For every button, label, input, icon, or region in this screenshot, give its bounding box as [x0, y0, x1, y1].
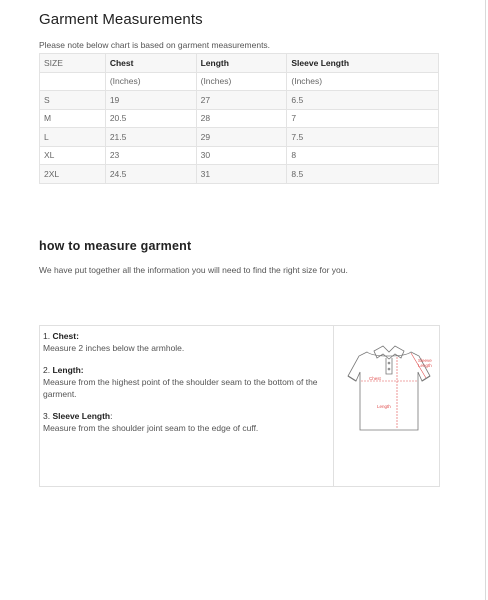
size-table	[39, 53, 439, 184]
header-length: Length	[196, 54, 287, 73]
chest-label: Chest	[369, 376, 381, 381]
shirt-diagram	[334, 326, 439, 486]
header-chest: Chest	[105, 54, 196, 73]
table-cell: 21.5	[105, 128, 196, 147]
step-chest: 1. Chest: Measure 2 inches below the armhole.	[43, 330, 328, 354]
table-row	[40, 91, 439, 110]
step-name: Sleeve Length	[52, 411, 111, 421]
table-row	[40, 146, 439, 165]
table-cell: 7	[287, 109, 439, 128]
step-text: Measure from the highest point of the shoulder seam to the bottom of the garment.	[43, 377, 318, 399]
table-cell: 23	[105, 146, 196, 165]
table-row	[40, 128, 439, 147]
table-cell: 7.5	[287, 128, 439, 147]
table-cell: 20.5	[105, 109, 196, 128]
units-sleeve-length: (Inches)	[287, 72, 439, 91]
table-row	[40, 109, 439, 128]
table-cell: M	[40, 109, 106, 128]
sleeve-length-label-2: Length	[418, 363, 432, 368]
step-sleeve-length: 3. Sleeve Length: Measure from the shoulder joint seam to the edge of cuff.	[43, 410, 328, 434]
table-row	[40, 165, 439, 184]
step-number: 3.	[43, 411, 51, 421]
page-edge-line	[485, 0, 486, 600]
step-text: Measure 2 inches below the armhole.	[43, 343, 185, 353]
sleeve-length-label: Sleeve	[418, 358, 432, 363]
table-cell: 30	[196, 146, 287, 165]
table-cell: XL	[40, 146, 106, 165]
table-cell: 24.5	[105, 165, 196, 184]
how-to-intro: We have put together all the information you will need to find the right size for you.	[39, 265, 348, 275]
table-cell: 6.5	[287, 91, 439, 110]
step-name: Length	[52, 365, 81, 375]
table-cell: 2XL	[40, 165, 106, 184]
step-number: 2.	[43, 365, 51, 375]
step-text: Measure from the shoulder joint seam to the edge of cuff.	[43, 423, 259, 433]
table-cell: L	[40, 128, 106, 147]
table-cell: 19	[105, 91, 196, 110]
polo-shirt-icon	[334, 326, 439, 486]
header-sleeve-length: Sleeve Length	[287, 54, 439, 73]
how-to-heading: how to measure garment	[39, 239, 192, 253]
measure-guide-box	[39, 325, 440, 487]
measure-steps	[40, 326, 334, 486]
table-units-row	[40, 72, 439, 91]
table-cell: 8	[287, 146, 439, 165]
step-name: Chest	[52, 331, 77, 341]
table-cell: 28	[196, 109, 287, 128]
units-length: (Inches)	[196, 72, 287, 91]
table-cell: 29	[196, 128, 287, 147]
chart-note: Please note below chart is based on garment measurements.	[39, 40, 271, 50]
units-size	[40, 72, 106, 91]
table-header-row	[40, 54, 439, 73]
table-cell: 31	[196, 165, 287, 184]
table-cell: 27	[196, 91, 287, 110]
header-size: SIZE	[40, 54, 106, 73]
step-length: 2. Length: Measure from the highest point of the shoulder seam to the bottom of the garment.	[43, 364, 328, 400]
page-title: Garment Measurements	[39, 11, 203, 28]
length-label: Length	[377, 404, 391, 409]
step-number: 1.	[43, 331, 51, 341]
units-chest: (Inches)	[105, 72, 196, 91]
table-cell: 8.5	[287, 165, 439, 184]
table-cell: S	[40, 91, 106, 110]
